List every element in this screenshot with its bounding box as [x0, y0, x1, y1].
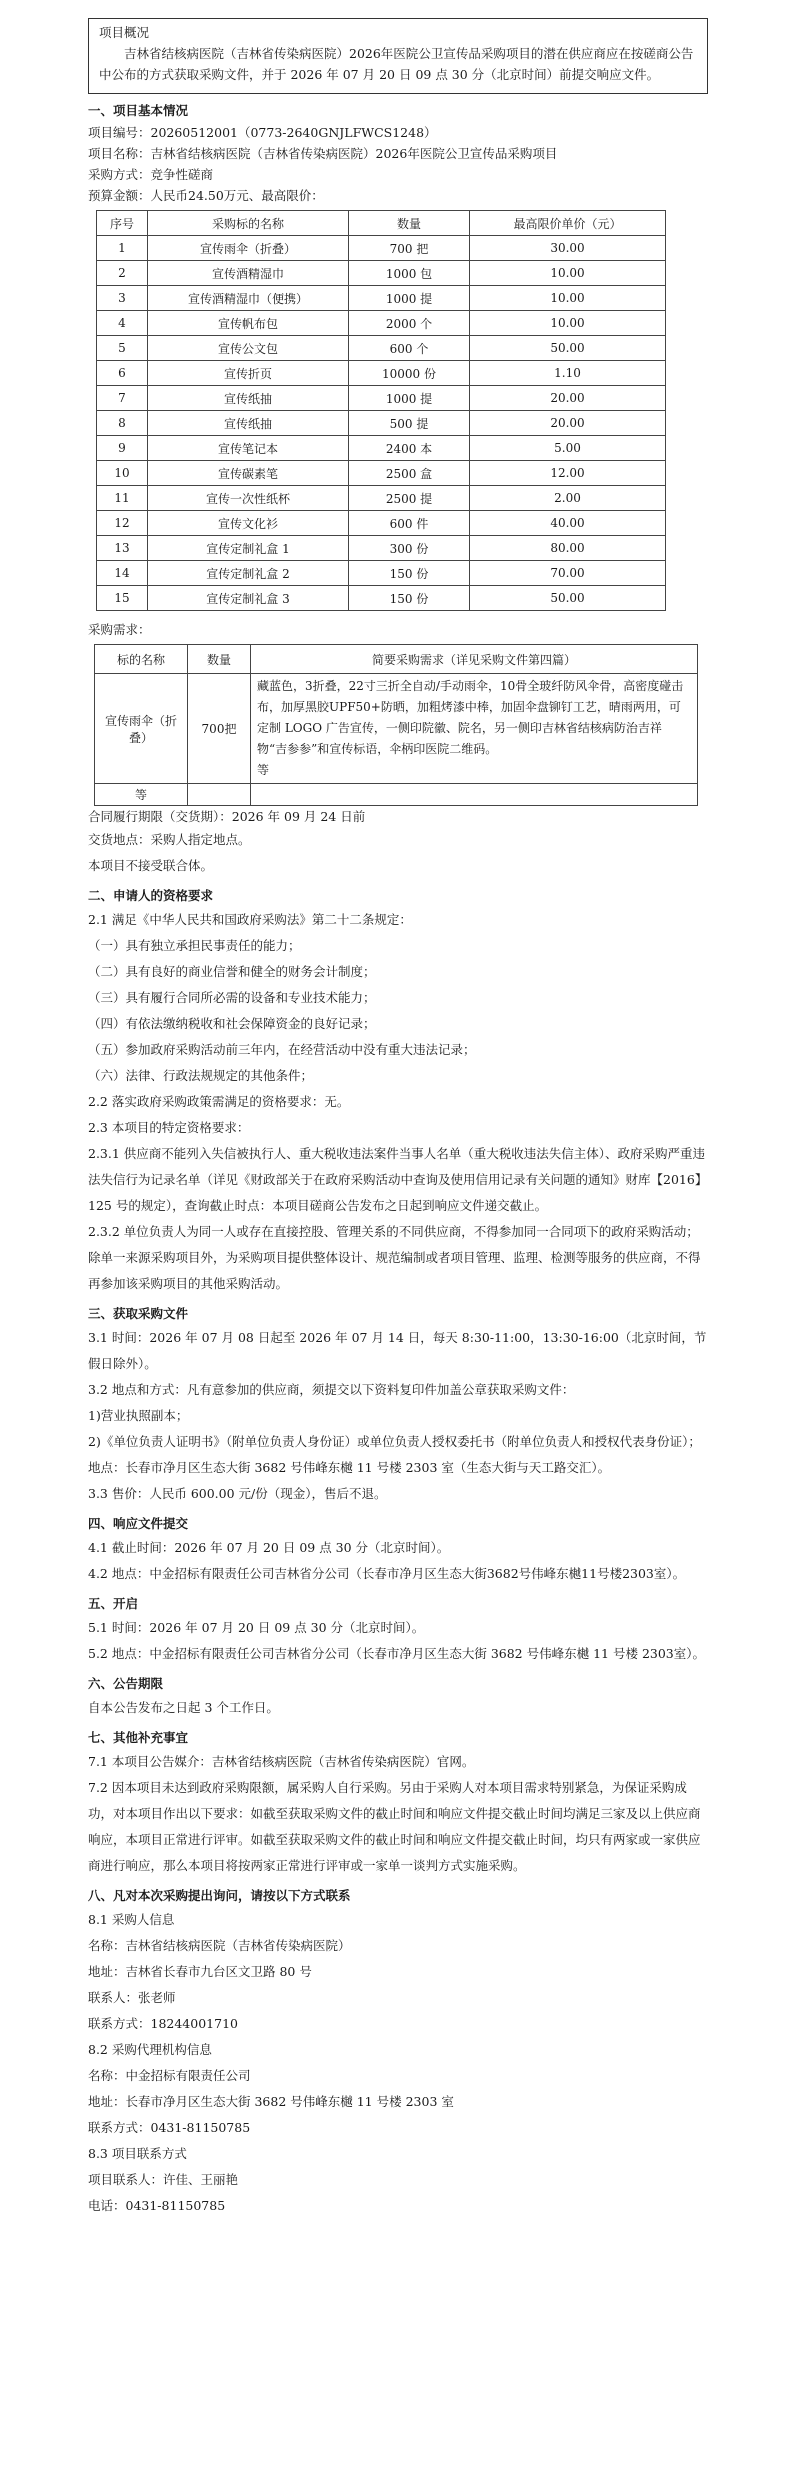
row-price-cell: 20.00	[470, 386, 666, 411]
row-price-cell: 50.00	[470, 586, 666, 611]
demand-etc-cell: 等	[95, 784, 188, 806]
row-qty-cell: 2500 盒	[349, 461, 470, 486]
col-header-item: 采购标的名称	[148, 211, 349, 236]
price-table-row	[97, 511, 666, 536]
price-table-row	[97, 461, 666, 486]
qualification-line: 2.3 本项目的特定资格要求：	[88, 1120, 250, 1135]
price-table-row	[97, 361, 666, 386]
contact-line: 名称：中金招标有限责任公司	[88, 2068, 251, 2083]
row-item-cell: 宣传酒精湿巾（便携）	[148, 286, 349, 311]
price-table-header-row	[97, 211, 666, 236]
section-title-notice-period: 六、公告期限	[88, 1676, 164, 1691]
row-item-cell: 宣传帆布包	[148, 311, 349, 336]
demand-item-desc	[251, 674, 698, 784]
row-no-cell: 12	[97, 511, 148, 536]
row-item-cell: 宣传折页	[148, 361, 349, 386]
row-no-cell: 14	[97, 561, 148, 586]
demand-item-qty: 700把	[188, 674, 251, 784]
row-no-cell: 2	[97, 261, 148, 286]
obtain-docs-line: 3.1 时间：2026 年 07 月 08 日起至 2026 年 07 月 14 日，每天 8:30-11:00，13:30-16:00（北京时间，节假日除外）。	[88, 1330, 707, 1371]
row-price-cell: 80.00	[470, 536, 666, 561]
row-no-cell: 5	[97, 336, 148, 361]
qualification-line: （六）法律、行政法规规定的其他条件；	[88, 1068, 314, 1083]
row-item-cell: 宣传文化衫	[148, 511, 349, 536]
contact-line: 8.3 项目联系方式	[88, 2146, 187, 2161]
price-table-row	[97, 236, 666, 261]
procurement-method: 采购方式：竞争性磋商	[88, 167, 214, 182]
overview-heading: 项目概况	[99, 25, 150, 40]
qualification-line: （一）具有独立承担民事责任的能力；	[88, 938, 301, 953]
row-price-cell: 30.00	[470, 236, 666, 261]
demand-etc-empty-desc	[251, 784, 698, 806]
row-qty-cell: 10000 份	[349, 361, 470, 386]
row-no-cell: 8	[97, 411, 148, 436]
contact-line: 项目联系人：许佳、王丽艳	[88, 2172, 239, 2187]
submission-line: 4.2 地点：中金招标有限责任公司吉林省分公司（长春市净月区生态大街3682号伟峰东樾11号楼2303室）。	[88, 1566, 686, 1581]
qualification-line: 2.3.2 单位负责人为同一人或存在直接控股、管理关系的不同供应商，不得参加同一合同项下的政府采购活动；除单一来源采购项目外，为采购项目提供整体设计、规范编制或者项目管理、监理、检测等服务的供应商，不得再参加该采购项目的其他采购活动。	[88, 1224, 701, 1291]
price-table-row	[97, 486, 666, 511]
row-item-cell: 宣传纸抽	[148, 386, 349, 411]
announcement-document	[88, 18, 708, 2219]
notice-period-line: 自本公告发布之日起 3 个工作日。	[88, 1700, 279, 1715]
row-no-cell: 15	[97, 586, 148, 611]
obtain-docs-lines	[88, 1325, 708, 1507]
budget-amount: 预算金额：人民币24.50万元、最高限价：	[88, 188, 324, 203]
price-table-row	[97, 411, 666, 436]
price-table-row	[97, 336, 666, 361]
contact-lines	[88, 1907, 708, 2219]
obtain-docs-line: 2)《单位负责人证明书》（附单位负责人身份证）或单位负责人授权委托书（附单位负责人和授权代表身份证）；	[88, 1434, 701, 1449]
row-qty-cell: 2000 个	[349, 311, 470, 336]
qualification-line: （三）具有履行合同所必需的设备和专业技术能力；	[88, 990, 376, 1005]
row-qty-cell: 600 个	[349, 336, 470, 361]
contact-line: 名称：吉林省结核病医院（吉林省传染病医院）	[88, 1938, 351, 1953]
qualification-line: 2.1 满足《中华人民共和国政府采购法》第二十二条规定：	[88, 912, 412, 927]
qualification-line: （五）参加政府采购活动前三年内，在经营活动中没有重大违法记录；	[88, 1042, 476, 1057]
price-table-row	[97, 586, 666, 611]
row-price-cell: 20.00	[470, 411, 666, 436]
row-qty-cell: 150 份	[349, 561, 470, 586]
row-qty-cell: 600 件	[349, 511, 470, 536]
demand-table	[94, 644, 698, 806]
demand-item-desc-text: 藏蓝色，3折叠，22寸三折全自动/手动雨伞，10骨全玻纤防风伞骨，高密度碰击布，加厚黑胶UPF50+防晒，加粗烤漆中棒，加固伞盘铆钉工艺，晴雨两用，可定制 LOGO 广告宣传，一侧印院徽、院名，另一侧印吉林省结核病防治吉祥物“吉参参”和宣传标语，伞柄印医院二维码。	[257, 679, 684, 756]
row-qty-cell: 500 提	[349, 411, 470, 436]
row-item-cell: 宣传定制礼盒 3	[148, 586, 349, 611]
row-qty-cell: 2500 提	[349, 486, 470, 511]
demand-etc-empty-qty	[188, 784, 251, 806]
section-title-supplementary: 七、其他补充事宜	[88, 1730, 189, 1745]
row-price-cell: 40.00	[470, 511, 666, 536]
qualification-line: （二）具有良好的商业信誉和健全的财务会计制度；	[88, 964, 376, 979]
opening-lines	[88, 1615, 708, 1667]
row-item-cell: 宣传碳素笔	[148, 461, 349, 486]
section-title-basic-info: 一、项目基本情况	[88, 103, 189, 118]
price-table-row	[97, 536, 666, 561]
no-consortium: 本项目不接受联合体。	[88, 858, 214, 873]
section-title-opening: 五、开启	[88, 1596, 139, 1611]
section-title-obtain-docs: 三、获取采购文件	[88, 1306, 189, 1321]
row-item-cell: 宣传定制礼盒 2	[148, 561, 349, 586]
contact-line: 8.2 采购代理机构信息	[88, 2042, 212, 2057]
qualification-lines	[88, 907, 708, 1297]
row-qty-cell: 1000 提	[349, 386, 470, 411]
row-price-cell: 10.00	[470, 311, 666, 336]
row-price-cell: 12.00	[470, 461, 666, 486]
section-title-submission: 四、响应文件提交	[88, 1516, 189, 1531]
col-header-no: 序号	[97, 211, 148, 236]
contact-line: 地址：长春市净月区生态大街 3682 号伟峰东樾 11 号楼 2303 室	[88, 2094, 454, 2109]
row-qty-cell: 700 把	[349, 236, 470, 261]
col-header-qty: 数量	[349, 211, 470, 236]
demand-table-etc-row	[95, 784, 698, 806]
contract-period: 合同履行期限（交货期）：2026 年 09 月 24 日前	[88, 809, 366, 824]
row-qty-cell: 2400 本	[349, 436, 470, 461]
section-title-contact: 八、凡对本次采购提出询问，请按以下方式联系	[88, 1888, 351, 1903]
row-item-cell: 宣传酒精湿巾	[148, 261, 349, 286]
row-qty-cell: 1000 包	[349, 261, 470, 286]
price-table-row	[97, 386, 666, 411]
row-item-cell: 宣传一次性纸杯	[148, 486, 349, 511]
demand-table-row	[95, 674, 698, 784]
row-no-cell: 6	[97, 361, 148, 386]
row-no-cell: 10	[97, 461, 148, 486]
contact-line: 电话：0431-81150785	[88, 2198, 226, 2213]
demand-col-qty: 数量	[188, 645, 251, 674]
overview-body: 吉林省结核病医院（吉林省传染病医院）2026年医院公卫宣传品采购项目的潜在供应商应在按磋商公告中公布的方式获取采购文件，并于 2026 年 07 月 20 日 09 点 30 分（北京时间）前提交响应文件。	[99, 46, 694, 82]
contact-line: 联系方式：18244001710	[88, 2016, 238, 2031]
row-no-cell: 9	[97, 436, 148, 461]
row-qty-cell: 300 份	[349, 536, 470, 561]
demand-item-desc-tail: 等	[257, 763, 270, 777]
row-no-cell: 4	[97, 311, 148, 336]
price-table-body	[97, 236, 666, 611]
row-qty-cell: 150 份	[349, 586, 470, 611]
supplementary-lines	[88, 1749, 708, 1879]
notice-period-lines	[88, 1695, 708, 1721]
project-overview-box	[88, 18, 708, 94]
contact-line: 地址：吉林省长春市九台区文卫路 80 号	[88, 1964, 312, 1979]
row-price-cell: 1.10	[470, 361, 666, 386]
price-table-row	[97, 311, 666, 336]
contact-line: 8.1 采购人信息	[88, 1912, 175, 1927]
row-no-cell: 3	[97, 286, 148, 311]
project-number: 项目编号：20260512001（0773-2640GNJLFWCS1248）	[88, 125, 437, 140]
row-price-cell: 5.00	[470, 436, 666, 461]
row-price-cell: 2.00	[470, 486, 666, 511]
supplementary-line: 7.2 因本项目未达到政府采购限额，属采购人自行采购。另由于采购人对本项目需求特别紧急，为保证采购成功，对本项目作出以下要求：如截至获取采购文件的截止时间和响应文件提交截止时间均满足三家及以上供应商响应，本项目正常进行评审。如截至获取采购文件的截止时间和响应文件提交截止时间，均只有两家或一家供应商进行响应，那么本项目将按两家正常进行评审或一家单一谈判方式实施采购。	[88, 1780, 701, 1873]
qualification-line: （四）有依法缴纳税收和社会保障资金的良好记录；	[88, 1016, 376, 1031]
obtain-docs-line: 1)营业执照副本；	[88, 1408, 189, 1423]
project-name: 项目名称：吉林省结核病医院（吉林省传染病医院）2026年医院公卫宣传品采购项目	[88, 146, 558, 161]
row-item-cell: 宣传定制礼盒 1	[148, 536, 349, 561]
row-price-cell: 10.00	[470, 286, 666, 311]
contact-line: 联系人：张老师	[88, 1990, 176, 2005]
price-limit-table	[96, 210, 666, 611]
demand-col-desc: 简要采购需求（详见采购文件第四篇）	[251, 645, 698, 674]
demand-label: 采购需求：	[88, 622, 151, 637]
row-no-cell: 11	[97, 486, 148, 511]
col-header-price: 最高限价单价（元）	[470, 211, 666, 236]
delivery-location: 交货地点：采购人指定地点。	[88, 832, 251, 847]
demand-item-name: 宣传雨伞（折叠）	[95, 674, 188, 784]
opening-line: 5.2 地点：中金招标有限责任公司吉林省分公司（长春市净月区生态大街 3682 号伟峰东樾 11 号楼 2303室）。	[88, 1646, 706, 1661]
opening-line: 5.1 时间：2026 年 07 月 20 日 09 点 30 分（北京时间）。	[88, 1620, 425, 1635]
demand-col-name: 标的名称	[95, 645, 188, 674]
submission-lines	[88, 1535, 708, 1587]
demand-table-header-row	[95, 645, 698, 674]
row-no-cell: 7	[97, 386, 148, 411]
row-qty-cell: 1000 提	[349, 286, 470, 311]
price-table-row	[97, 286, 666, 311]
qualification-line: 2.2 落实政府采购政策需满足的资格要求：无。	[88, 1094, 350, 1109]
row-item-cell: 宣传公文包	[148, 336, 349, 361]
row-price-cell: 70.00	[470, 561, 666, 586]
qualification-line: 2.3.1 供应商不能列入失信被执行人、重大税收违法案件当事人名单（重大税收违法失信主体）、政府采购严重违法失信行为记录名单（详见《财政部关于在政府采购活动中查询及使用信用记录有关问题的通知》财库【2016】125 号的规定），查询截止时点：本项目磋商公告发布之日起到响应文件递交截止。	[88, 1146, 708, 1213]
row-price-cell: 10.00	[470, 261, 666, 286]
row-item-cell: 宣传雨伞（折叠）	[148, 236, 349, 261]
row-no-cell: 1	[97, 236, 148, 261]
price-table-row	[97, 561, 666, 586]
supplementary-line: 7.1 本项目公告媒介：吉林省结核病医院（吉林省传染病医院）官网。	[88, 1754, 475, 1769]
price-table-row	[97, 261, 666, 286]
row-item-cell: 宣传纸抽	[148, 411, 349, 436]
row-item-cell: 宣传笔记本	[148, 436, 349, 461]
price-table-row	[97, 436, 666, 461]
obtain-docs-line: 3.3 售价：人民币 600.00 元/份（现金），售后不退。	[88, 1486, 387, 1501]
obtain-docs-line: 3.2 地点和方式：凡有意参加的供应商，须提交以下资料复印件加盖公章获取采购文件：	[88, 1382, 575, 1397]
obtain-docs-line: 地点：长春市净月区生态大街 3682 号伟峰东樾 11 号楼 2303 室（生态大街与天工路交汇）。	[88, 1460, 611, 1475]
contact-line: 联系方式：0431-81150785	[88, 2120, 251, 2135]
submission-line: 4.1 截止时间：2026 年 07 月 20 日 09 点 30 分（北京时间）。	[88, 1540, 450, 1555]
section-title-qualification: 二、申请人的资格要求	[88, 888, 214, 903]
row-price-cell: 50.00	[470, 336, 666, 361]
row-no-cell: 13	[97, 536, 148, 561]
